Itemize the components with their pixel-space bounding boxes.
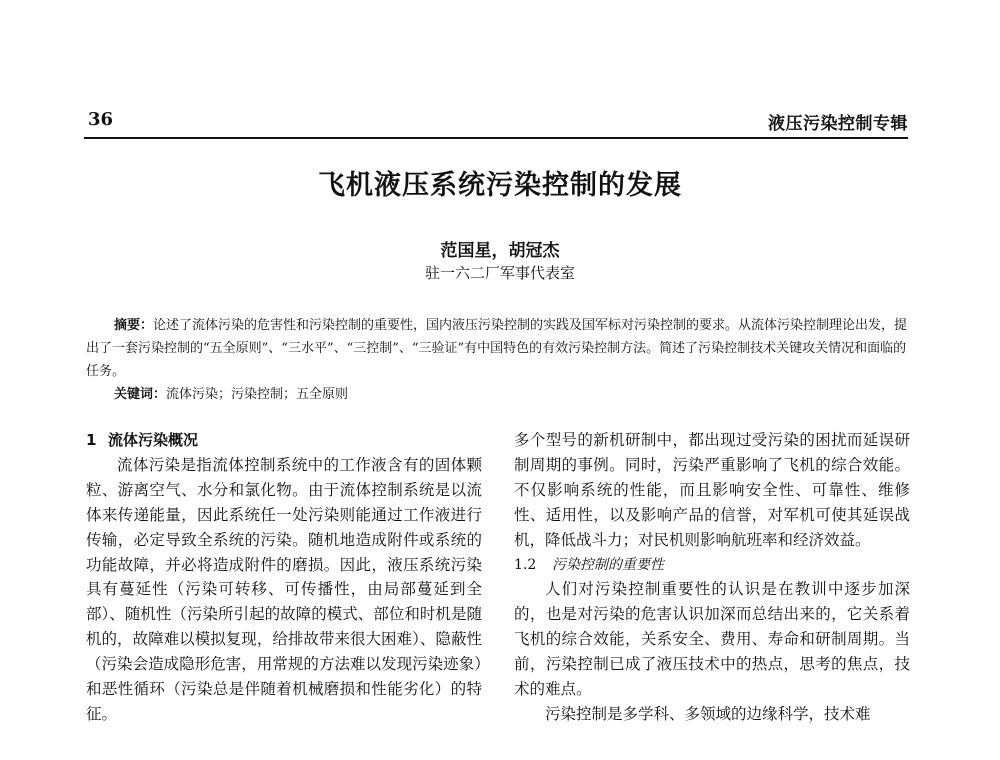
- subsection-title: 污染控制的重要性: [552, 556, 664, 573]
- running-title: 液压污染控制专辑: [768, 114, 908, 134]
- abstract-label: 摘要：: [114, 318, 154, 333]
- authors: 范国星，胡冠杰: [440, 241, 560, 261]
- keywords-label: 关键词：: [114, 387, 167, 402]
- page-number: 36: [88, 109, 114, 130]
- abstract: [86, 314, 912, 383]
- article-title: 飞机液压系统污染控制的发展: [318, 170, 682, 201]
- abstract-text: 论述了流体污染的危害性和污染控制的重要性，国内液压污染控制的实践及国军标对污染控制的要求。从流体污染控制理论出发，提出了一套污染控制的“五全原则”、“三水平”、“三控制”、“三验证”有中国特色的有效污染控制方法。简述了污染控制技术关键攻关情况和面临的任务。: [86, 318, 908, 379]
- body-paragraph-continued: 多个型号的新机研制中，都出现过受污染的困扰而延误研制周期的事例。同时，污染严重影响了飞机的综合效能。不仅影响系统的性能，而且影响安全性、可靠性、维修性、适用性，以及影响产品的信誉，对军机可使其延误战机，降低战斗力；对民机则影响航班率和经济效益。: [514, 431, 910, 549]
- right-column: [514, 428, 910, 727]
- section-number: 1: [86, 431, 97, 449]
- body-paragraph: 流体污染是指流体控制系统中的工作液含有的固体颗粒、游离空气、水分和氯化物。由于流体控制系统是以流体来传递能量，因此系统任一处污染则能通过工作液进行传输，必定导致全系统的污染。随机地造成附件或系统的功能故障，并必将造成附件的磨损。因此，液压系统污染具有蔓延性（污染可转移、可传播性，由局部蔓延到全部）、随机性（污染所引起的故障的模式、部位和时机是随机的，故障难以模拟复现，给排故带来很大困难）、隐蔽性（污染会造成隐形危害，用常规的方法难以发现污染迹象）和恶性循环（污染总是伴随着机械磨损和性能劣化）的特征。: [86, 455, 482, 723]
- keywords-text: 流体污染；污染控制；五全原则: [166, 387, 349, 402]
- keywords: [114, 385, 348, 405]
- header-rule: [84, 137, 908, 139]
- subsection-heading: [514, 553, 910, 578]
- section-heading: [86, 428, 482, 453]
- left-column: [86, 428, 482, 727]
- body-paragraph: 污染控制是多学科、多领域的边缘科学，技术难: [545, 704, 871, 723]
- body-paragraph: 人们对污染控制重要性的认识是在教训中逐步加深的，也是对污染的危害认识加深而总结出来的，它关系着飞机的综合效能，关系安全、费用、寿命和研制周期。当前，污染控制已成了液压技术中的热点，思考的焦点，技术的难点。: [514, 580, 910, 699]
- subsection-number: 1.2: [514, 556, 537, 573]
- affiliation: 驻一六二厂军事代表室: [424, 264, 575, 282]
- section-title: 流体污染概况: [108, 431, 199, 449]
